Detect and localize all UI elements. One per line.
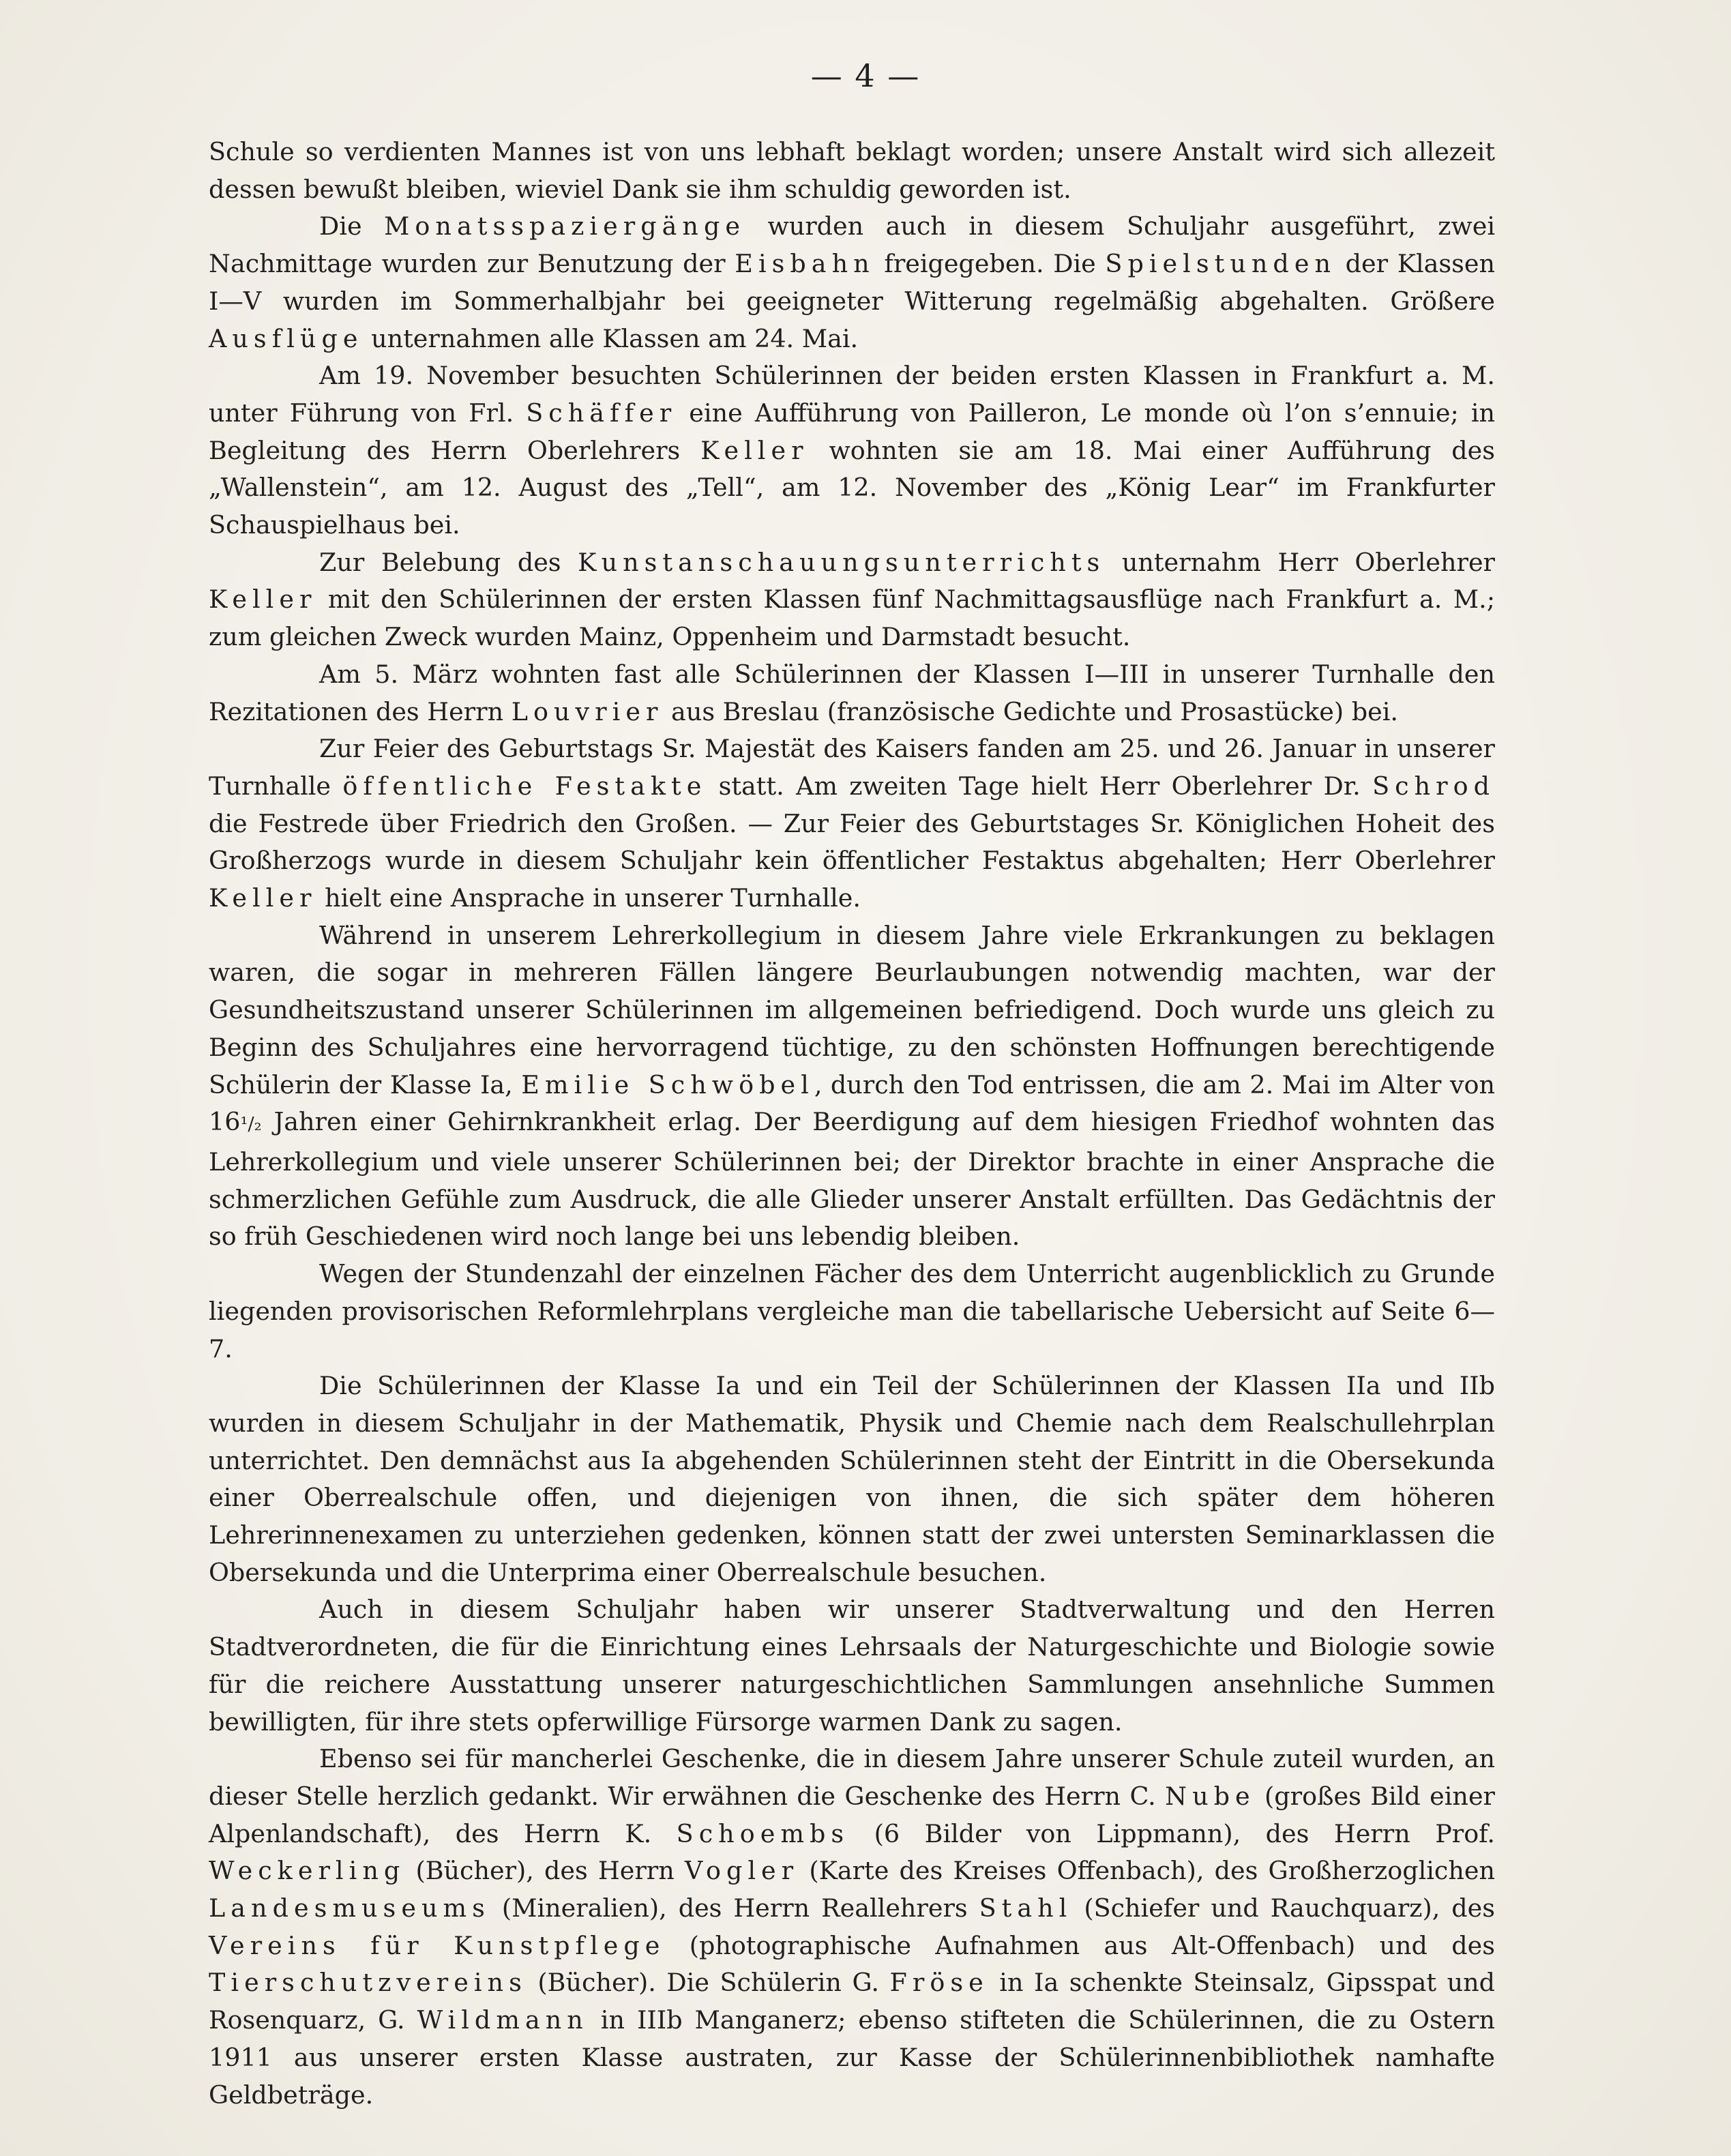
text-run: Die xyxy=(319,211,385,241)
paragraph xyxy=(209,1368,1495,1591)
paragraph xyxy=(209,1741,1495,2114)
text-run: wurden auch in diesem Schuljahr ausgeführt, zwei Nachmittage wurden zur Benutzung der xyxy=(209,211,1496,279)
spaced-emphasis: Nube xyxy=(1165,1781,1256,1811)
paragraph xyxy=(209,1591,1495,1741)
spaced-emphasis: Tierschutzvereins xyxy=(209,1968,527,1998)
spaced-emphasis: Spielstunden xyxy=(1105,249,1336,279)
spaced-emphasis: Keller xyxy=(209,585,317,615)
paragraph xyxy=(209,730,1495,917)
spaced-emphasis: Vogler xyxy=(684,1856,799,1886)
text-run: statt. Am zweiten Tage hielt Herr Oberlehrer Dr. xyxy=(707,771,1373,801)
paragraph xyxy=(209,544,1495,656)
text-run: Auch in diesem Schuljahr haben wir unserer Stadtverwaltung und den Herren Stadtverordneten, die für die Einrichtung eines Lehrsaals der Naturgeschichte und Biologie sowie für die reichere Ausstattung unserer naturgeschichtlichen Sammlungen ansehnliche Summen bewilligten, für ihre stets opferwillige Fürsorge warmen Dank zu sagen. xyxy=(209,1595,1495,1737)
text-run: unternahmen alle Klassen am 24. Mai. xyxy=(363,323,859,353)
text-run: (Bücher). Die Schülerin G. xyxy=(527,1968,890,1998)
text-run: Am 19. November besuchten Schülerinnen der beiden ersten Klassen in Frankfurt a. M. unter Führung von Frl. xyxy=(209,361,1495,428)
spaced-emphasis: Wildmann xyxy=(417,2005,589,2035)
text-run: die Festrede über Friedrich den Großen. — Zur Feier des Geburtstages Sr. Königlichen Hoheit des Großherzogs wurde in diesem Schuljahr kein öffentlicher Festaktus abgehalten; Herr Oberlehrer xyxy=(209,808,1495,876)
text-run: in IIIb Manganerz; ebenso stifteten die Schülerinnen, die zu Ostern 1911 aus unserer ersten Klasse austraten, zur Kasse der Schülerinnenbibliothek namhafte Geldbeträge. xyxy=(209,2005,1496,2110)
text-run: Ebenso sei für mancherlei Geschenke, die in diesem Jahre unserer Schule zuteil wurden, an dieser Stelle herzlich gedankt. Wir erwähnen die Geschenke des Herrn C. xyxy=(209,1744,1495,1811)
text-run: mit den Schülerinnen der ersten Klassen fünf Nachmittagsausflüge nach Frankfurt a. M.; zum gleichen Zweck wurden Mainz, Oppenheim und Darmstadt besucht. xyxy=(209,585,1495,652)
paragraph xyxy=(209,917,1495,1256)
spaced-emphasis: Monatsspaziergänge xyxy=(384,211,745,241)
text-run: Am 5. März wohnten fast alle Schülerinnen der Klassen I—III in unserer Turnhalle den Rezitationen des Herrn xyxy=(209,659,1495,726)
text-run: (Schiefer und Rauchquarz), des xyxy=(1072,1893,1495,1923)
text-run: wohnten sie am 18. Mai einer Aufführung des „Wallenstein“, am 12. August des „Tell“, am 12. November des „König Lear“ im Frankfurter Schauspielhaus bei. xyxy=(209,435,1495,540)
spaced-emphasis: Keller xyxy=(700,435,809,465)
paragraph xyxy=(209,656,1495,730)
text-run: Jahren einer Gehirnkrankheit erlag. Der Beerdigung auf dem hiesigen Friedhof wohnten das Lehrerkollegium und viele unserer Schülerinnen bei; der Direktor brachte in einer Ansprache die schmerzlichen Gefühle zum Ausdruck, die alle Glieder unserer Anstalt erfüllten. Das Gedächtnis der so früh Geschiedenen wird noch lange bei uns lebendig bleiben. xyxy=(209,1107,1495,1252)
spaced-emphasis: Keller xyxy=(209,883,317,913)
text-run: in Ia schenkte Steinsalz, Gipsspat und Rosenquarz, G. xyxy=(209,1968,1495,2035)
text-run: (Mineralien), des Herrn Reallehrers xyxy=(490,1893,979,1923)
spaced-emphasis: Schrod xyxy=(1372,771,1495,801)
text-run: (großes Bild einer Alpenlandschaft), des Herrn K. xyxy=(209,1781,1495,1848)
text-run: Während in unserem Lehrerkollegium in diesem Jahre viele Erkrankungen zu beklagen waren, die sogar in mehreren Fällen längere Beurlaubungen notwendig machten, war der Gesundheitszustand unserer Schülerinnen im allgemeinen befriedigend. Doch wurde uns gleich zu Beginn des Schuljahres eine hervorragend tüchtige, zu den schönsten Hoffnungen berechtigende Schülerin der Klasse Ia, xyxy=(209,920,1495,1099)
text-run: der Klassen I—V wurden im Sommerhalbjahr bei geeigneter Witterung regelmäßig abgehalten. Größere xyxy=(209,249,1495,316)
spaced-emphasis: Schoembs xyxy=(676,1818,850,1848)
text-run: (Bücher), des Herrn xyxy=(405,1856,685,1886)
fraction: ¹/₂ xyxy=(240,1114,262,1136)
paragraph xyxy=(209,208,1495,357)
text-run: (photographische Aufnahmen aus Alt-Offenbach) und des xyxy=(665,1930,1495,1960)
text-run: , durch den Tod entrissen, die am 2. Mai im Alter von 16 xyxy=(209,1069,1495,1137)
spaced-emphasis: Kunstanschauungsunterrichts xyxy=(578,547,1106,577)
text-run: Die Schülerinnen der Klasse Ia und ein Teil der Schülerinnen der Klassen IIa und IIb wurden in diesem Schuljahr in der Mathematik, Physik und Chemie nach dem Realschullehrplan unterrichtet. Den demnächst aus Ia abgehenden Schülerinnen steht der Eintritt in die Obersekunda einer Oberrealschule offen, und diejenigen von ihnen, die sich später dem höheren Lehrerinnenexamen zu unterziehen gedenken, können statt der zwei untersten Seminarklassen die Obersekunda und die Unterprima einer Oberrealschule besuchen. xyxy=(209,1371,1495,1587)
spaced-emphasis: Louvrier xyxy=(511,696,664,726)
spaced-emphasis: Ausflüge xyxy=(209,323,364,353)
text-run: Zur Feier des Geburtstags Sr. Majestät des Kaisers fanden am 25. und 26. Januar in unserer Turnhalle xyxy=(209,734,1495,801)
spaced-emphasis: Eisbahn xyxy=(735,249,875,279)
spaced-emphasis: öffentliche Festakte xyxy=(342,771,707,801)
spaced-emphasis: Fröse xyxy=(889,1968,989,1998)
text-run: (6 Bilder von Lippmann), des Herrn Prof. xyxy=(849,1818,1495,1848)
text-run: aus Breslau (französische Gedichte und Prosastücke) bei. xyxy=(663,696,1398,726)
spaced-emphasis: Vereins für Kunstpflege xyxy=(209,1930,666,1960)
spaced-emphasis: Weckerling xyxy=(209,1856,406,1886)
text-run: Zur Belebung des xyxy=(319,547,578,577)
spaced-emphasis: Schäffer xyxy=(526,398,677,428)
text-run: unternahm Herr Oberlehrer xyxy=(1105,547,1495,577)
text-run: Schule so verdienten Mannes ist von uns lebhaft beklagt worden; unsere Anstalt wird sich allezeit dessen bewußt bleiben, wieviel Dank sie ihm schuldig geworden ist. xyxy=(209,137,1495,204)
text-run: hielt eine Ansprache in unserer Turnhalle. xyxy=(316,883,861,913)
spaced-emphasis: Landesmuseums xyxy=(209,1893,490,1923)
text-run: freigegeben. Die xyxy=(874,249,1106,279)
paragraph xyxy=(209,357,1495,544)
text-run: (Karte des Kreises Offenbach), des Großherzoglichen xyxy=(799,1856,1495,1886)
paragraph xyxy=(209,1256,1495,1368)
page-number: — 4 — xyxy=(810,57,921,94)
spaced-emphasis: Stahl xyxy=(979,1893,1073,1923)
text-run: eine Aufführung von Pailleron, Le monde où l’on s’ennuie; in Begleitung des Herrn Oberlehrers xyxy=(209,398,1495,465)
paragraph xyxy=(209,134,1495,208)
text-run: Wegen der Stundenzahl der einzelnen Fächer des dem Unterricht augenblicklich zu Grunde liegenden provisorischen Reformlehrplans vergleiche man die tabellarische Uebersicht auf Seite 6—7. xyxy=(209,1259,1495,1363)
spaced-emphasis: Emilie Schwöbel xyxy=(521,1069,814,1099)
body-text xyxy=(209,134,1495,2114)
